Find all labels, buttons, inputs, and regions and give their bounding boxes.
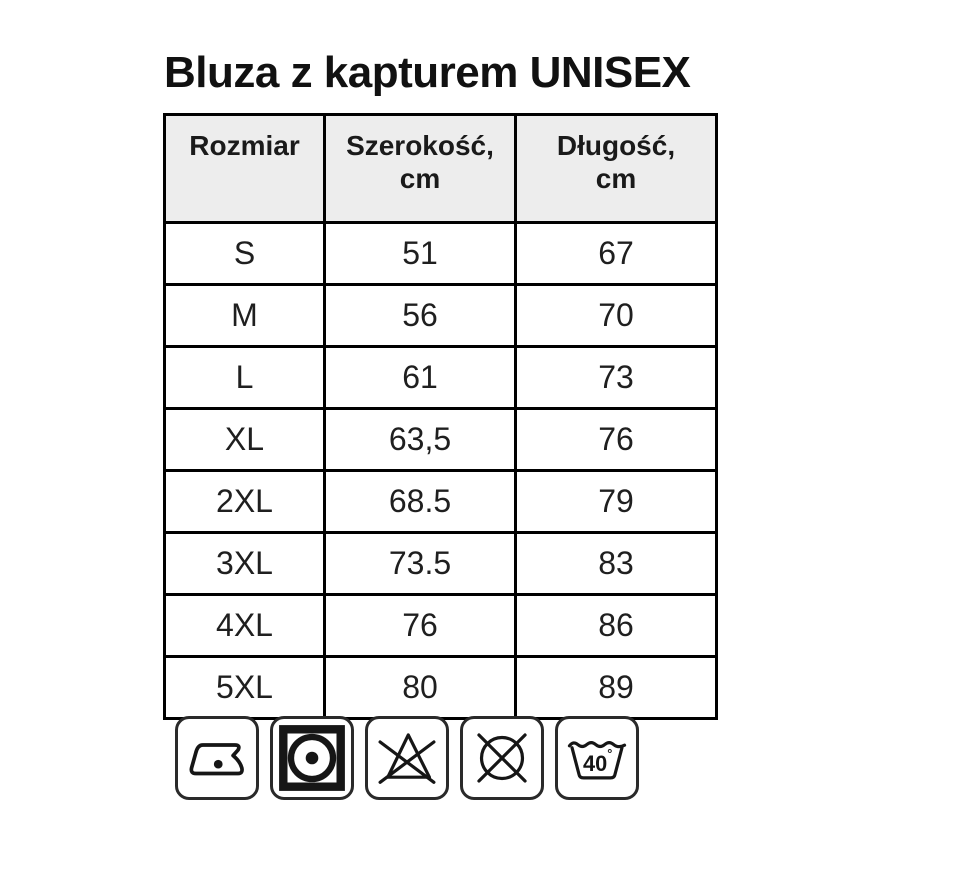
width-cell: 61 (325, 347, 516, 409)
size-cell: 5XL (165, 657, 325, 719)
table-row (165, 657, 717, 719)
length-cell: 76 (516, 409, 717, 471)
page-title: Bluza z kapturem UNISEX (164, 48, 691, 97)
length-cell: 79 (516, 471, 717, 533)
column-header-length (516, 115, 717, 223)
tumble-dry-icon (270, 716, 354, 800)
table-row (165, 409, 717, 471)
header-line: Szerokość, (346, 130, 494, 161)
width-cell: 63,5 (325, 409, 516, 471)
table-row (165, 533, 717, 595)
size-cell: 4XL (165, 595, 325, 657)
width-cell: 76 (325, 595, 516, 657)
length-cell: 67 (516, 223, 717, 285)
size-cell: 2XL (165, 471, 325, 533)
width-cell: 80 (325, 657, 516, 719)
table-row (165, 347, 717, 409)
header-line: cm (399, 163, 441, 194)
width-cell: 73.5 (325, 533, 516, 595)
size-cell: L (165, 347, 325, 409)
wash-40-degrees-icon (555, 716, 639, 800)
size-cell: XL (165, 409, 325, 471)
width-cell: 56 (325, 285, 516, 347)
header-row (165, 115, 717, 223)
header-line: cm (595, 163, 637, 194)
do-not-dry-clean-icon (460, 716, 544, 800)
length-cell: 86 (516, 595, 717, 657)
width-cell: 68.5 (325, 471, 516, 533)
header-line: Rozmiar (189, 130, 300, 161)
care-symbols-row (175, 716, 639, 800)
width-cell: 51 (325, 223, 516, 285)
size-table-header (165, 115, 717, 223)
degree-symbol: ° (607, 746, 613, 761)
size-cell: 3XL (165, 533, 325, 595)
do-not-bleach-icon (365, 716, 449, 800)
wash-temperature-value: 40 (582, 750, 608, 776)
length-cell: 73 (516, 347, 717, 409)
table-row (165, 595, 717, 657)
table-row (165, 471, 717, 533)
size-cell: M (165, 285, 325, 347)
header-line: Długość, (556, 130, 676, 161)
size-table (163, 113, 718, 720)
iron-low-heat-icon (175, 716, 259, 800)
length-cell: 83 (516, 533, 717, 595)
size-table-body (165, 223, 717, 719)
column-header-width (325, 115, 516, 223)
table-row (165, 285, 717, 347)
length-cell: 89 (516, 657, 717, 719)
length-cell: 70 (516, 285, 717, 347)
column-header-size (165, 115, 325, 223)
table-row (165, 223, 717, 285)
size-cell: S (165, 223, 325, 285)
